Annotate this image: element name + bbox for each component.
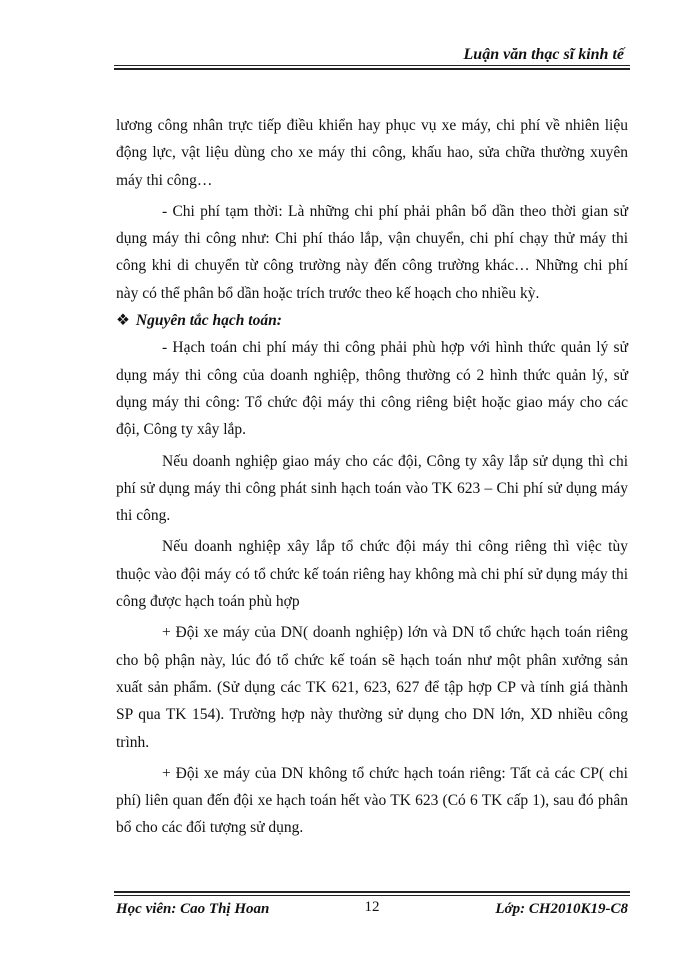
footer-class: Lớp: CH2010K19-C8: [495, 901, 628, 917]
section-heading-text: Nguyên tắc hạch toán:: [135, 312, 282, 330]
diamond-bullet-icon: ❖: [116, 312, 130, 330]
header-rule-thin: [114, 65, 630, 66]
paragraph-2: - Chi phí tạm thời: Là những chi phí phải phân bổ dần theo thời gian sử dụng máy thi công như: Chi phí tháo lắp, vận chuyển, chi phí chạy thử máy thi công khi di chuyển từ công trường này đến công trường khác… Những chi phí này có thể phân bổ dần hoặc trích trước theo kế hoạch cho nhiều kỳ.: [116, 202, 628, 302]
page-content: [116, 112, 628, 842]
paragraph-7: + Đội xe máy của DN không tổ chức hạch toán riêng: Tất cả các CP( chi phí) liên quan đến đội xe hạch toán hết vào TK 623 (Có 6 TK cấp 1), sau đó phân bổ cho các đối tượng sử dụng.: [116, 764, 628, 837]
paragraph-1: lương công nhân trực tiếp điều khiển hay phục vụ xe máy, chi phí về nhiên liệu động lực, vật liệu dùng cho xe máy thi công, khấu hao, sửa chữa thường xuyên máy thi công…: [116, 117, 628, 189]
footer-student: Học viên: Cao Thị Hoan: [116, 901, 270, 917]
paragraph-6: + Đội xe máy của DN( doanh nghiệp) lớn và DN tổ chức hạch toán riêng cho bộ phận này, lúc đó tổ chức kế toán sẽ hạch toán như một phân xưởng sản xuất sản phẩm. (Sử dụng các TK 621, 623, 627 để tập hợp CP và tính giá thành SP qua TK 154). Trường hợp này thường sử dụng cho DN lớn, XD nhiều công trình.: [116, 624, 628, 751]
footer-rule-thin: [114, 895, 630, 896]
paragraph-5: Nếu doanh nghiệp xây lắp tổ chức đội máy thi công riêng thì việc tùy thuộc vào đội máy có tổ chức kế toán riêng hay không mà chi phí sử dụng máy thi công được hạch toán phù hợp: [116, 538, 628, 611]
page-number: 12: [364, 899, 380, 915]
paragraph-3: - Hạch toán chi phí máy thi công phải phù hợp với hình thức quản lý sử dụng máy thi công của doanh nghiệp, thông thường có 2 hình thức quản lý, sử dụng máy thi công: Tổ chức đội máy thi công riêng biệt hoặc giao máy cho các đội, Công ty xây lắp.: [116, 339, 628, 439]
header-title: Luận văn thạc sĩ kinh tế: [463, 46, 624, 63]
section-heading: [116, 307, 628, 334]
footer-rule-thick: [114, 891, 630, 893]
paragraph-4: Nếu doanh nghiệp giao máy cho các đội, Công ty xây lắp sử dụng thì chi phí sử dụng máy thi công phát sinh hạch toán vào TK 623 – Chi phí sử dụng máy thi công.: [116, 452, 628, 525]
header-rule-thick: [114, 68, 630, 70]
